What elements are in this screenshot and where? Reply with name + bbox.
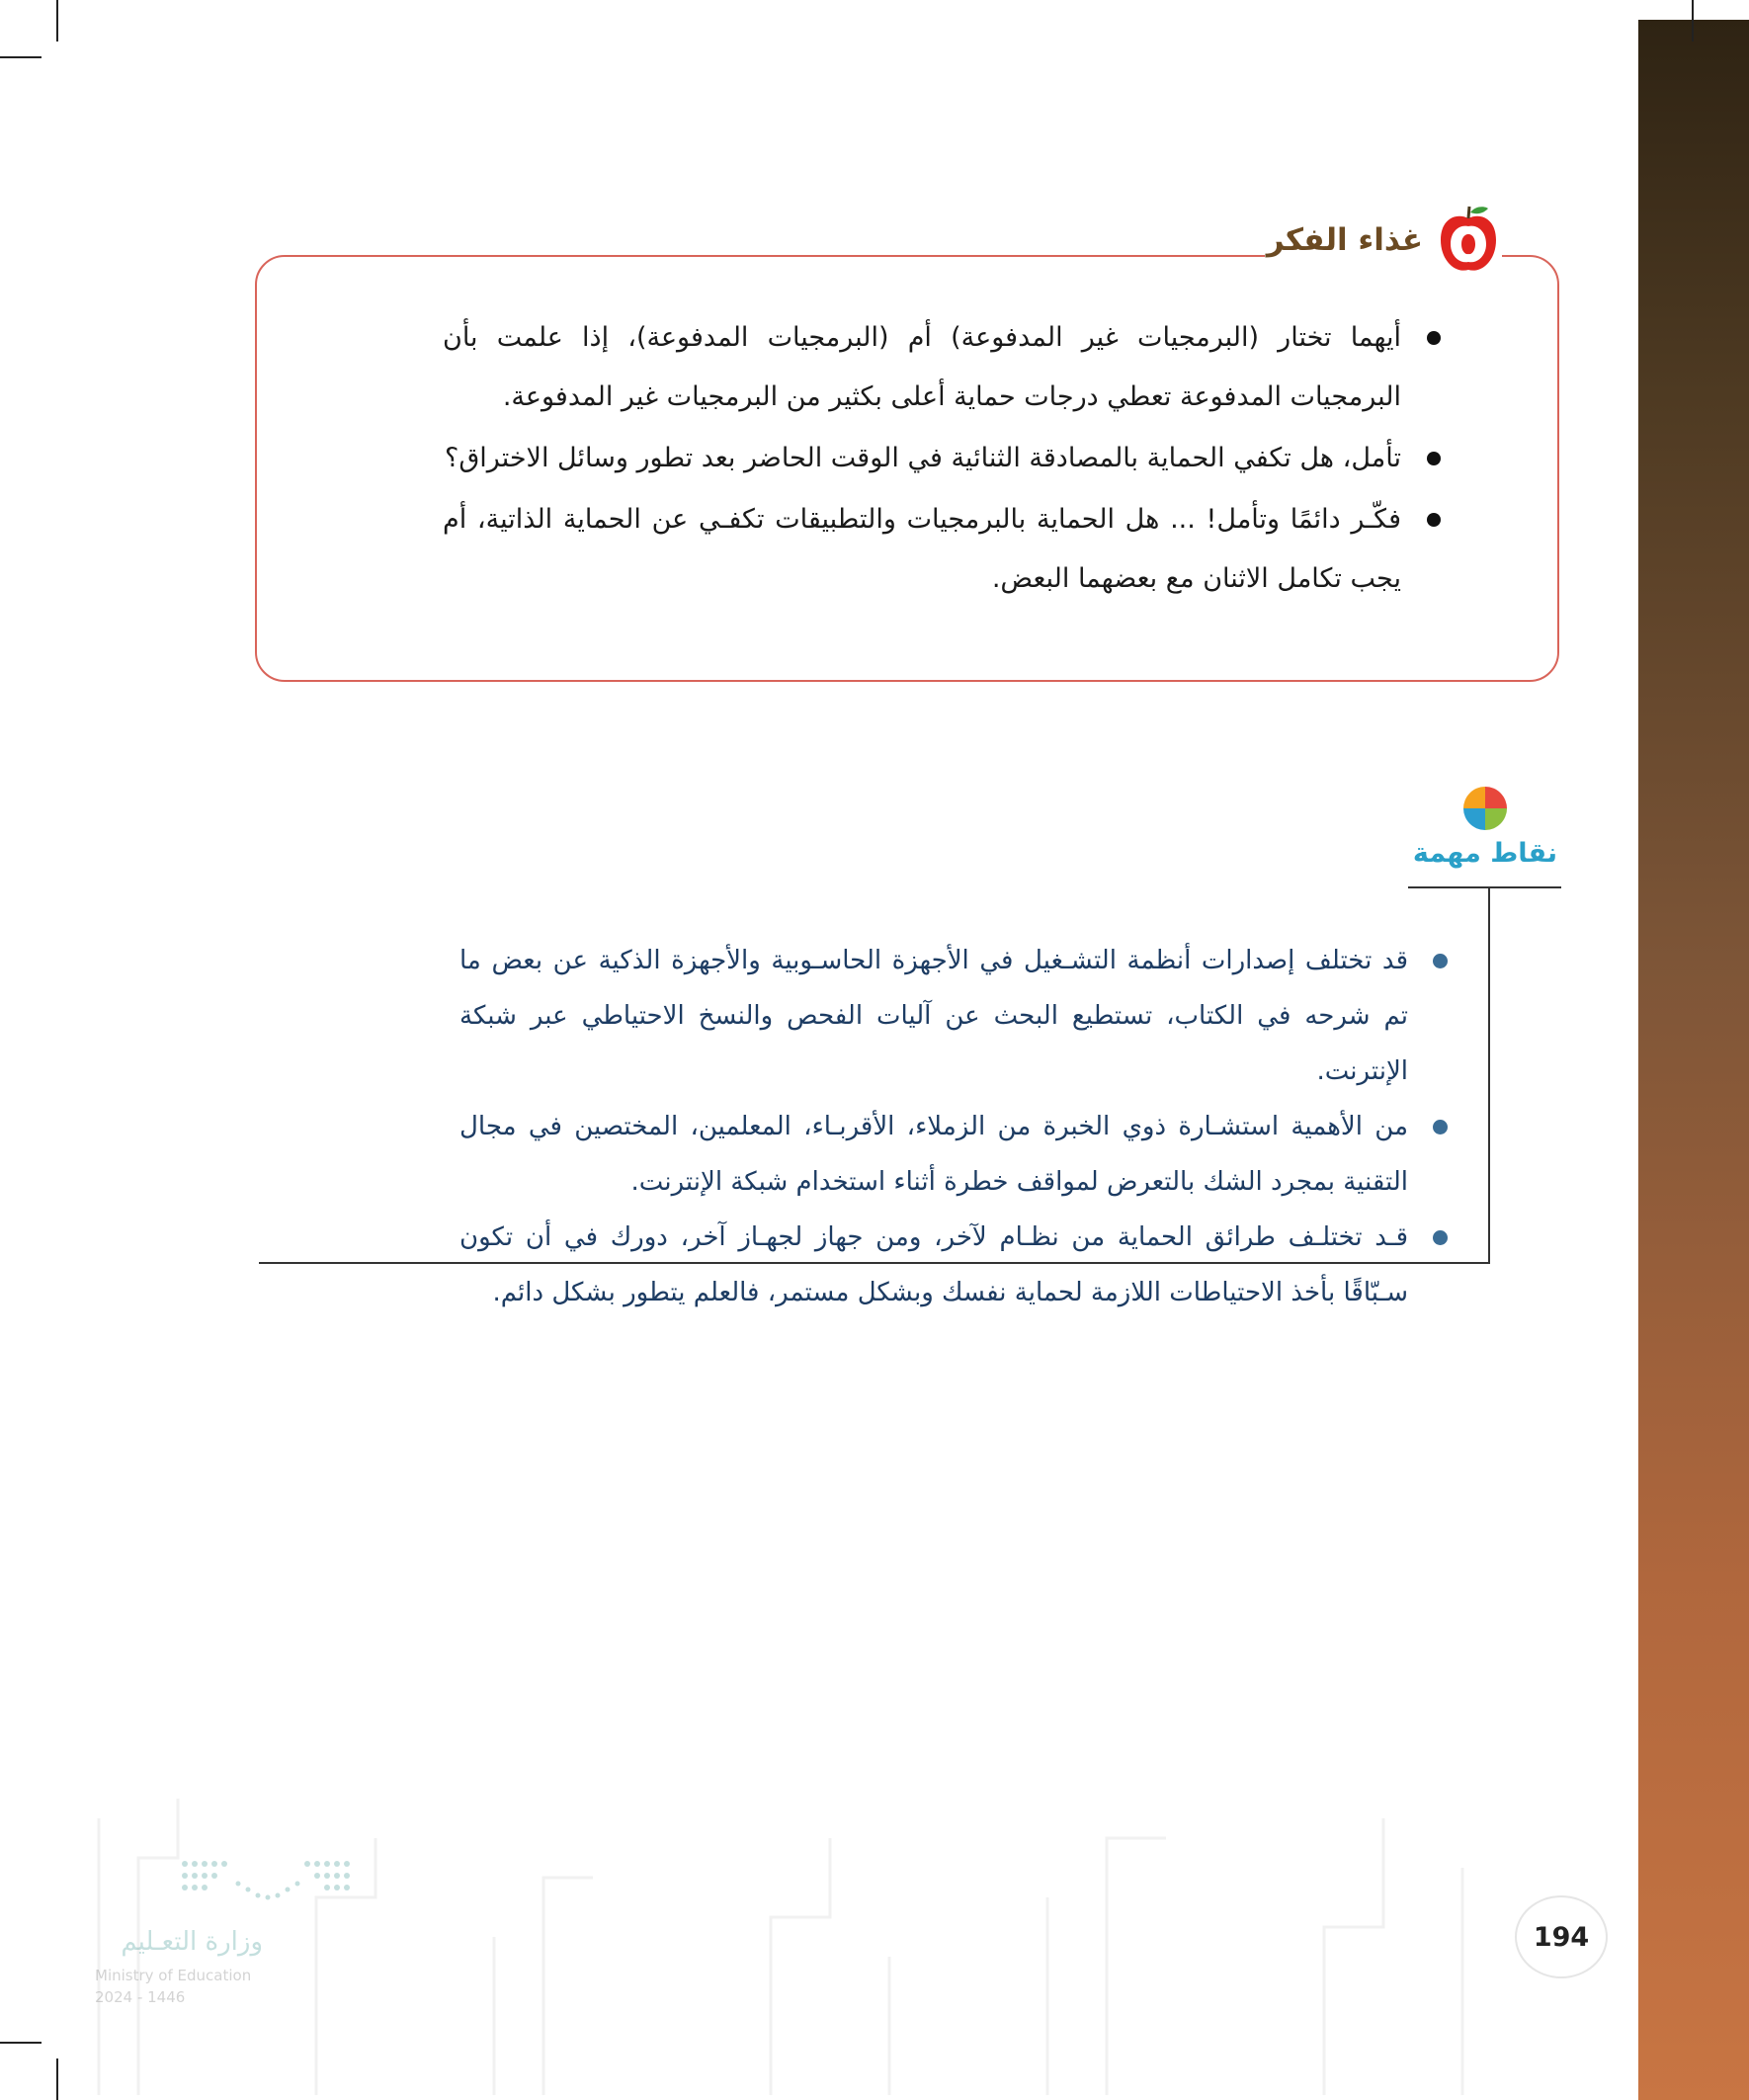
list-item-text: قـد تختلـف طرائق الحماية من نظـام لآخر، ومن جهاز لجهـاز آخر، دورك في أن تكون سـبّاقًا بأخذ الاحتياطات اللازمة لحماية نفسك وبشكل مستمر، فالعلم يتطور بشكل دائم. bbox=[459, 1222, 1408, 1307]
thinking-food-header bbox=[1265, 206, 1502, 275]
list-item-text: تأمل، هل تكفي الحماية بالمصادقة الثنائية في الوقت الحاضر بعد تطور وسائل الاختراق؟ bbox=[445, 443, 1401, 473]
list-item bbox=[443, 308, 1441, 427]
list-item-text: أيهما تختار (البرمجيات غير المدفوعة) أم (البرمجيات المدفوعة)، إذا علمت بأن البرمجيات المدفوعة تعطي درجات حماية أعلى بكثير من البرمجيات غير المدفوعة. bbox=[443, 322, 1401, 412]
list-item-text: من الأهمية استشـارة ذوي الخبرة من الزملاء، الأقربـاء، المعلمين، المختصين في مجال التقنية بمجرد الشك بالتعرض لمواقف خطرة أثناء استخدام شبكة الإنترنت. bbox=[459, 1112, 1408, 1197]
list-item bbox=[459, 1210, 1448, 1320]
important-points-list bbox=[459, 933, 1448, 1320]
bullet-icon bbox=[1433, 954, 1448, 968]
divider bbox=[1488, 886, 1490, 1264]
petals-icon bbox=[1456, 779, 1515, 838]
page-number-badge bbox=[1515, 1895, 1608, 1978]
list-item bbox=[443, 490, 1441, 609]
bullet-icon bbox=[1427, 452, 1441, 465]
apple-icon bbox=[1435, 205, 1502, 276]
bullet-icon bbox=[1433, 1230, 1448, 1245]
crop-mark bbox=[56, 2058, 58, 2100]
ministry-year: 2024 - 1446 bbox=[95, 1988, 186, 2006]
crop-mark bbox=[0, 56, 42, 58]
crop-mark bbox=[1692, 0, 1694, 42]
crop-mark bbox=[0, 2042, 42, 2044]
important-points-header bbox=[1408, 779, 1561, 887]
thinking-food-title: غذاء الفكر bbox=[1266, 222, 1423, 258]
thinking-food-list bbox=[443, 308, 1441, 611]
list-item bbox=[459, 1099, 1448, 1210]
ministry-name-en: Ministry of Education bbox=[95, 1967, 252, 1984]
divider bbox=[1408, 886, 1561, 888]
list-item bbox=[443, 429, 1441, 488]
side-strip bbox=[1638, 20, 1749, 2100]
list-item-text: قد تختلف إصدارات أنظمة التشـغيل في الأجهزة الحاسـوبية والأجهزة الذكية عن بعض ما تم شرحه في الكتاب، تستطيع البحث عن آليات الفحص والنسخ الاحتياطي عبر شبكة الإنترنت. bbox=[459, 946, 1408, 1086]
bullet-icon bbox=[1433, 1120, 1448, 1134]
ministry-name-ar: وزارة التعـليم bbox=[121, 1927, 263, 1957]
page-number: 194 bbox=[1533, 1921, 1590, 1953]
ministry-logo bbox=[95, 1858, 352, 2016]
ministry-dots-icon bbox=[179, 1858, 352, 1907]
list-item bbox=[459, 933, 1448, 1099]
list-item-text: فكّـر دائمًا وتأمل! ... هل الحماية بالبرمجيات والتطبيقات تكفـي عن الحماية الذاتية، أم يجب تكامل الاثنان مع بعضهما البعض. bbox=[443, 504, 1401, 594]
bullet-icon bbox=[1427, 513, 1441, 527]
bullet-icon bbox=[1427, 331, 1441, 345]
important-points-title: نقاط مهمة bbox=[1412, 838, 1557, 869]
crop-mark bbox=[56, 0, 58, 42]
